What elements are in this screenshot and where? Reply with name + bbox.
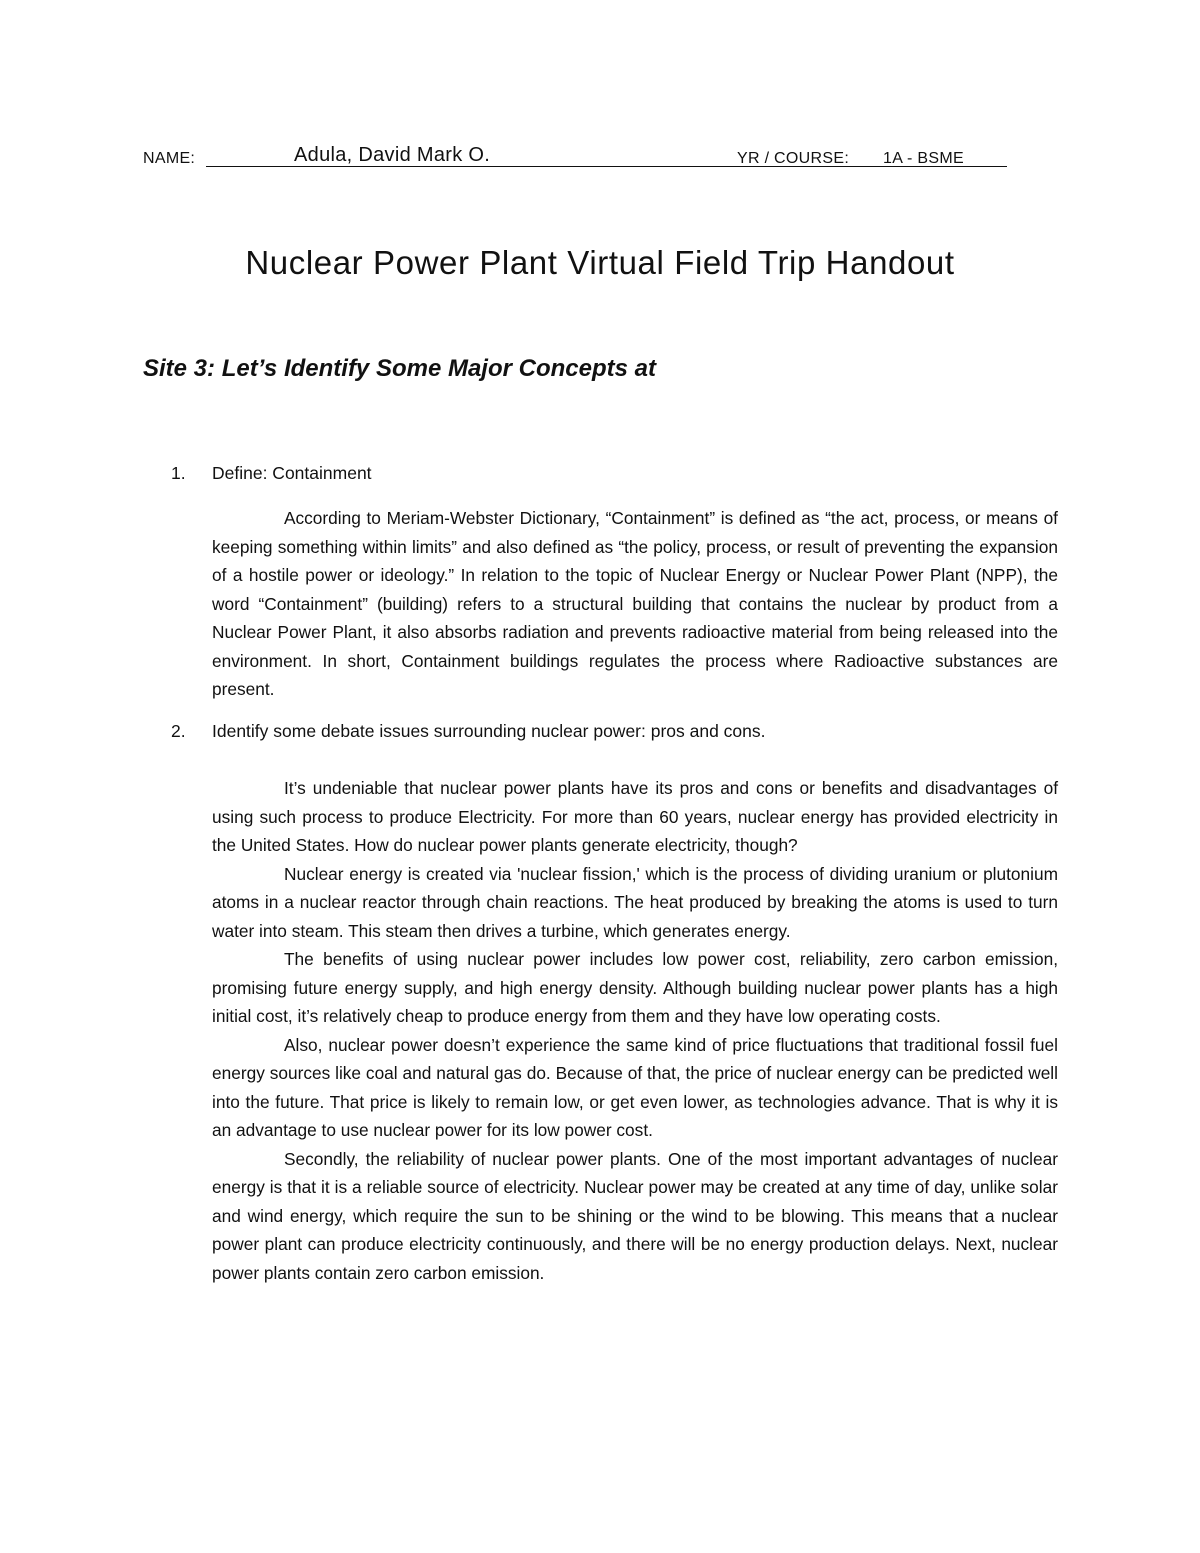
question-text: Identify some debate issues surrounding nuclear power: pros and cons. bbox=[212, 721, 766, 741]
answer-paragraph: The benefits of using nuclear power includes low power cost, reliability, zero carbon emission, promising future energy supply, and high energy density. Although building nuclear power plants has a high initial cost, it’s relatively cheap to produce energy from them and they have low operating costs. bbox=[212, 949, 1058, 1026]
answer-paragraph: Also, nuclear power doesn’t experience the same kind of price fluctuations that traditional fossil fuel energy sources like coal and natural gas do. Because of that, the price of nuclear energy can be predicted well into the future. That price is likely to remain low, or get even lower, as technologies advance. That is why it is an advantage to use nuclear power for its low power cost. bbox=[212, 1034, 1058, 1140]
answer-paragraph: According to Meriam-Webster Dictionary, “Containment” is defined as “the act, process, or means of keeping something within limits” and also defined as “the policy, process, or result of preventing the expansion of a hostile power or ideology.” In relation to the topic of Nuclear Energy or Nuclear Power Plant (NPP), the word “Containment” (building) refers to a structural building that contains the nuclear by product from a Nuclear Power Plant, it also absorbs radiation and prevents radioactive material from being released into the environment. In short, Containment buildings regulates the process where Radioactive substances are present. bbox=[212, 508, 1058, 699]
question-number: 1. bbox=[171, 463, 186, 483]
site-heading: Site 3: Let’s Identify Some Major Concepts at bbox=[143, 355, 656, 382]
course-label: YR / COURSE: bbox=[737, 150, 850, 167]
student-info-header bbox=[143, 146, 1023, 176]
document-title: Nuclear Power Plant Virtual Field Trip Handout bbox=[245, 244, 955, 281]
question-text: Define: Containment bbox=[212, 463, 372, 483]
answer-2 bbox=[212, 774, 1058, 1287]
question-number: 2. bbox=[171, 721, 186, 741]
answer-1 bbox=[212, 504, 1058, 704]
course-value: 1A - BSME bbox=[883, 150, 964, 167]
answer-paragraph: It’s undeniable that nuclear power plants have its pros and cons or benefits and disadvantages of using such process to produce Electricity. For more than 60 years, nuclear energy has provided electricity in the United States. How do nuclear power plants generate electricity, though? bbox=[212, 778, 1058, 855]
name-label: NAME: bbox=[143, 150, 196, 167]
answer-paragraph: Secondly, the reliability of nuclear power plants. One of the most important advantages of nuclear energy is that it is a reliable source of electricity. Nuclear power may be created at any time of day, unlike solar and wind energy, which require the sun to be shining or the wind to be blowing. This means that a nuclear power plant can produce electricity continuously, and there will be no energy production delays. Next, nuclear power plants contain zero carbon emission. bbox=[212, 1148, 1058, 1283]
name-value: Adula, David Mark O. bbox=[294, 144, 491, 166]
answer-paragraph: Nuclear energy is created via 'nuclear fission,' which is the process of dividing uranium or plutonium atoms in a nuclear reactor through chain reactions. The heat produced by breaking the atoms is used to turn water into steam. This steam then drives a turbine, which generates energy. bbox=[212, 863, 1058, 941]
